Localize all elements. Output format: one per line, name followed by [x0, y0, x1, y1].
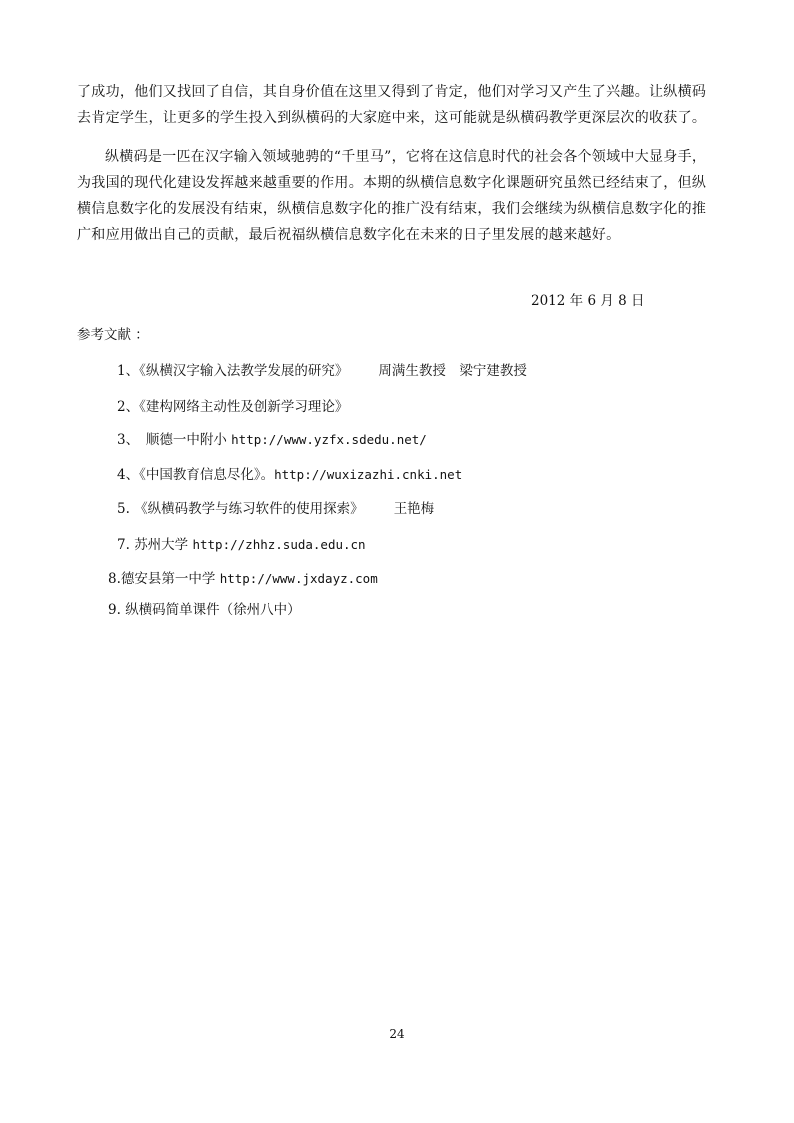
reference-url[interactable]: http://zhhz.suda.edu.cn	[192, 537, 366, 552]
reference-item-3	[117, 428, 427, 448]
reference-title: 《纵横码教学与练习软件的使用探索》	[134, 501, 364, 517]
reference-number: 5.	[117, 501, 130, 517]
reference-title: 顺德一中附小	[132, 432, 227, 448]
reference-title: 纵横码简单课件（徐州八中）	[125, 602, 301, 618]
reference-number: 1、	[117, 363, 140, 379]
reference-title: 苏州大学	[134, 537, 189, 553]
reference-author: 王艳梅	[393, 501, 435, 517]
reference-number: 7.	[117, 537, 130, 553]
reference-title: 《纵横汉字输入法教学发展的研究》	[139, 363, 349, 379]
reference-number: 8.	[108, 571, 121, 587]
reference-item-5	[117, 497, 434, 517]
reference-number: 2、	[117, 399, 140, 415]
reference-item-1	[117, 359, 527, 379]
reference-item-7	[117, 533, 366, 553]
references-heading: 参考文献 ：	[77, 327, 149, 343]
body-paragraph-2: 纵横码是一匹在汉字输入领域驰骋的“千里马”，它将在这信息时代的社会各个领域中大显身手，为我国的现代化建设发挥越来越重要的作用。本期的纵横信息数字化课题研究虽然已经结束了，但纵横信息数字化的发展没有结束，纵横信息数字化的推广没有结束，我们会继续为纵横信息数字化的推广和应用做出自己的贡献，最后祝福纵横信息数字化在未来的日子里发展的越来越好。	[77, 149, 707, 243]
page-number: 24	[389, 1027, 405, 1041]
reference-url[interactable]: http://www.yzfx.sdedu.net/	[231, 432, 427, 447]
reference-item-2	[117, 395, 348, 415]
reference-item-9	[108, 598, 301, 618]
reference-author: 周满生教授 梁宁建教授	[378, 363, 527, 379]
reference-item-4	[117, 463, 462, 483]
reference-number: 9.	[108, 602, 121, 618]
reference-item-8	[108, 567, 378, 587]
reference-number: 4、	[117, 467, 140, 483]
reference-title: 德安县第一中学	[120, 571, 216, 587]
reference-title: 《建构网络主动性及创新学习理论》	[139, 399, 349, 415]
reference-number: 3、	[117, 432, 133, 448]
document-date: 2012 年 6 月 8 日	[531, 293, 645, 309]
body-paragraph-1: 了成功，他们又找回了自信，其自身价值在这里又得到了肯定，他们对学习又产生了兴趣。让纵横码去肯定学生，让更多的学生投入到纵横码的大家庭中来，这可能就是纵横码教学更深层次的收获了。	[77, 84, 707, 126]
reference-url[interactable]: http://wuxizazhi.cnki.net	[274, 467, 463, 482]
reference-url[interactable]: http://www.jxdayz.com	[219, 571, 378, 586]
reference-title: 《中国教育信息尽化》。	[139, 467, 275, 483]
